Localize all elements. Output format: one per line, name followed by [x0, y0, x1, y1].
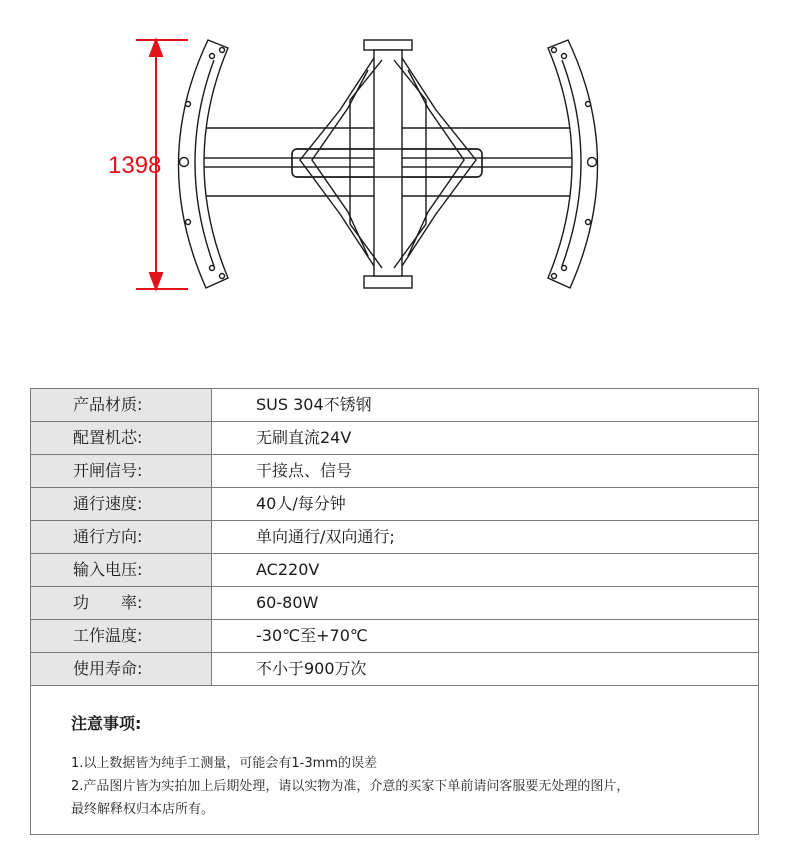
spec-value: AC220V [212, 554, 759, 587]
spec-table [30, 388, 759, 686]
spec-row [31, 422, 759, 455]
spec-value: SUS 304不锈钢 [212, 389, 759, 422]
left-arc-panel [178, 40, 228, 288]
spec-key: 使用寿命: [31, 653, 212, 686]
height-dimension-label: 1398 [108, 152, 162, 179]
spec-value: 40人/每分钟 [212, 488, 759, 521]
spec-key: 工作温度: [31, 620, 212, 653]
spec-key: 功 率: [31, 587, 212, 620]
spec-value: 单向通行/双向通行; [212, 521, 759, 554]
product-dimension-drawing [0, 0, 790, 330]
notes-section [71, 711, 751, 821]
central-rotor [292, 40, 482, 288]
spec-value: 不小于900万次 [212, 653, 759, 686]
spec-key: 输入电压: [31, 554, 212, 587]
spec-row [31, 488, 759, 521]
spec-row [31, 554, 759, 587]
notes-title: 注意事项: [71, 714, 142, 733]
spec-key: 通行方向: [31, 521, 212, 554]
spec-key: 开闸信号: [31, 455, 212, 488]
right-arc-panel [548, 40, 598, 288]
spec-value: 无刷直流24V [212, 422, 759, 455]
spec-value: 干接点、信号 [212, 455, 759, 488]
spec-value: -30℃至+70℃ [212, 620, 759, 653]
spec-value: 60-80W [212, 587, 759, 620]
specification-panel [30, 388, 759, 835]
spec-row [31, 389, 759, 422]
spec-key: 配置机芯: [31, 422, 212, 455]
note-line: 最终解释权归本店所有。 [71, 802, 215, 817]
spec-key: 产品材质: [31, 389, 212, 422]
note-line: 1.以上数据皆为纯手工测量，可能会有1-3mm的误差 [71, 756, 377, 771]
spec-row [31, 620, 759, 653]
spec-row [31, 587, 759, 620]
note-line: 2.产品图片皆为实拍加上后期处理，请以实物为准，介意的买家下单前请问客服要无处理的图片， [71, 779, 630, 794]
spec-row [31, 521, 759, 554]
spec-row [31, 455, 759, 488]
spec-key: 通行速度: [31, 488, 212, 521]
spec-row [31, 653, 759, 686]
